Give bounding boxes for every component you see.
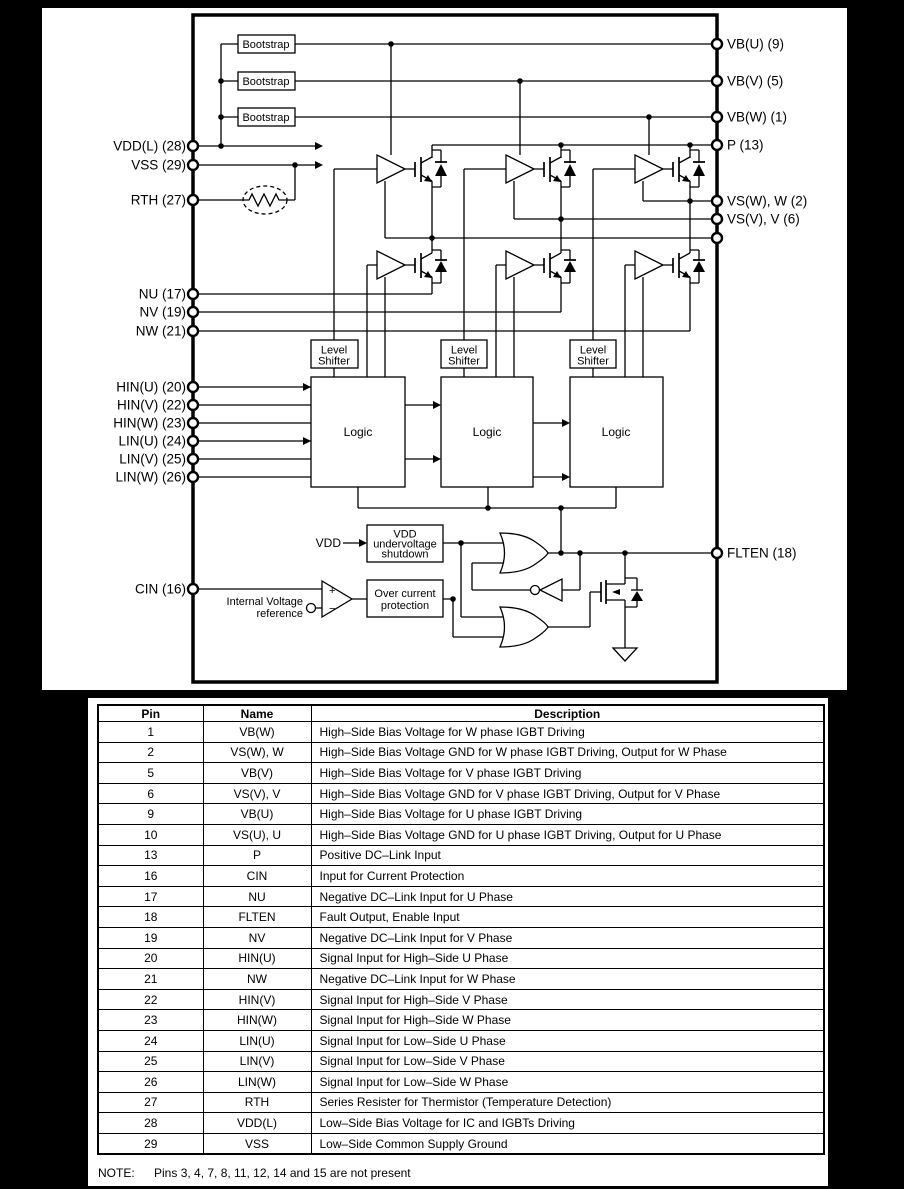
pin-table-body (98, 722, 824, 1155)
cell-pin: 5 (98, 763, 203, 784)
cell-description: Low–Side Bias Voltage for IC and IGBTs Driving (311, 1113, 824, 1134)
table-row (98, 763, 824, 784)
cell-name: CIN (203, 866, 311, 887)
pin-label-nw: NW (21) (135, 323, 186, 339)
pin-table-section (88, 698, 828, 1186)
cell-name: VSS (203, 1133, 311, 1154)
cell-name: VB(V) (203, 763, 311, 784)
cell-pin: 9 (98, 804, 203, 825)
uv-box-line1: VDD (393, 528, 417, 541)
logic-label-3: Logic (601, 425, 631, 439)
cell-description: Signal Input for High–Side W Phase (311, 1010, 824, 1031)
table-row (98, 1010, 824, 1031)
cell-name: RTH (203, 1092, 311, 1113)
table-row (98, 783, 824, 804)
pin-label-linu: LIN(U) (24) (118, 433, 186, 449)
cell-description: Signal Input for Low–Side W Phase (311, 1072, 824, 1093)
int-ref-line1: Internal Voltage (226, 596, 303, 608)
uv-box-line3: shutdown (381, 548, 429, 561)
cell-pin: 2 (98, 742, 203, 763)
uv-box-line2: undervoltage (373, 538, 437, 551)
table-row (98, 1133, 824, 1154)
bootstrap-label-2: Bootstrap (242, 76, 290, 88)
table-row (98, 1113, 824, 1134)
cell-pin: 20 (98, 948, 203, 969)
cell-pin: 19 (98, 927, 203, 948)
level-shifter-1-line2: Shifter (318, 355, 350, 368)
logic-label-2: Logic (472, 425, 502, 439)
pin-label-hinw: HIN(W) (23) (113, 415, 186, 431)
cell-pin: 29 (98, 1133, 203, 1154)
table-row (98, 989, 824, 1010)
cell-pin: 10 (98, 824, 203, 845)
cell-name: VS(W), W (203, 742, 311, 763)
cell-pin: 1 (98, 722, 203, 743)
cell-description: Signal Input for Low–Side V Phase (311, 1051, 824, 1072)
bootstrap-label-3: Bootstrap (242, 112, 290, 124)
note-label: NOTE: (98, 1166, 135, 1180)
note-text: Pins 3, 4, 7, 8, 11, 12, 14 and 15 are not present (154, 1166, 411, 1180)
cell-name: LIN(W) (203, 1072, 311, 1093)
cell-name: VB(W) (203, 722, 311, 743)
cell-pin: 18 (98, 907, 203, 928)
pin-label-vss: VSS (29) (131, 157, 186, 173)
table-row (98, 927, 824, 948)
cell-description: High–Side Bias Voltage for V phase IGBT Driving (311, 763, 824, 784)
table-row (98, 1092, 824, 1113)
cell-description: Signal Input for Low–Side U Phase (311, 1030, 824, 1051)
table-row (98, 845, 824, 866)
pin-label-hinu: HIN(U) (20) (116, 379, 186, 395)
cell-description: Negative DC–Link Input for W Phase (311, 969, 824, 990)
cell-pin: 13 (98, 845, 203, 866)
pin-label-vddl: VDD(L) (28) (113, 138, 186, 154)
level-shifter-1-line1: Level (320, 344, 348, 357)
pin-table (97, 704, 825, 1155)
int-ref-line2: reference (256, 608, 303, 620)
cell-pin: 6 (98, 783, 203, 804)
cell-name: HIN(V) (203, 989, 311, 1010)
cell-pin: 25 (98, 1051, 203, 1072)
cell-description: High–Side Bias Voltage for U phase IGBT Driving (311, 804, 824, 825)
cell-name: VS(V), V (203, 783, 311, 804)
col-header-name: Name (203, 705, 311, 722)
cell-description: Positive DC–Link Input (311, 845, 824, 866)
pin-label-vsv: VS(V), V (6) (727, 211, 800, 227)
table-note (98, 1166, 411, 1180)
pin-label-nu: NU (17) (138, 286, 186, 302)
table-row (98, 824, 824, 845)
cell-description: High–Side Bias Voltage GND for W phase IGBT Driving, Output for W Phase (311, 742, 824, 763)
table-header-row (98, 705, 824, 722)
table-row (98, 1051, 824, 1072)
cell-description: High–Side Bias Voltage GND for V phase IGBT Driving, Output for V Phase (311, 783, 824, 804)
cell-description: Fault Output, Enable Input (311, 907, 824, 928)
table-row (98, 742, 824, 763)
col-header-description: Description (311, 705, 824, 722)
cell-name: NU (203, 886, 311, 907)
oc-box-line2: protection (380, 600, 430, 612)
logic-label-1: Logic (343, 425, 373, 439)
pin-label-linw: LIN(W) (26) (115, 469, 186, 485)
cell-name: FLTEN (203, 907, 311, 928)
cell-pin: 17 (98, 886, 203, 907)
cell-description: High–Side Bias Voltage for W phase IGBT Driving (311, 722, 824, 743)
cell-pin: 22 (98, 989, 203, 1010)
level-shifter-3-line1: Level (579, 344, 607, 357)
oc-box-line1: Over current (374, 588, 436, 600)
cell-description: High–Side Bias Voltage GND for U phase IGBT Driving, Output for U Phase (311, 824, 824, 845)
cell-name: VDD(L) (203, 1113, 311, 1134)
table-row (98, 948, 824, 969)
table-row (98, 722, 824, 743)
vdd-feed-label: VDD (315, 536, 341, 550)
col-header-pin: Pin (98, 705, 203, 722)
cell-description: Signal Input for High–Side U Phase (311, 948, 824, 969)
table-row (98, 907, 824, 928)
cell-pin: 28 (98, 1113, 203, 1134)
comparator-minus: − (329, 603, 336, 615)
pin-label-vbv: VB(V) (5) (727, 73, 784, 89)
level-shifter-2-line1: Level (450, 344, 478, 357)
table-row (98, 866, 824, 887)
level-shifter-3-line2: Shifter (577, 355, 609, 368)
cell-description: Series Resister for Thermistor (Temperature Detection) (311, 1092, 824, 1113)
cell-description: Input for Current Protection (311, 866, 824, 887)
cell-name: VS(U), U (203, 824, 311, 845)
pin-label-vsw: VS(W), W (2) (727, 193, 808, 209)
pin-label-nv: NV (19) (139, 304, 186, 320)
pin-label-flten: FLTEN (18) (727, 545, 797, 561)
table-row (98, 1072, 824, 1093)
comparator-plus: + (329, 585, 336, 597)
cell-pin: 24 (98, 1030, 203, 1051)
cell-pin: 26 (98, 1072, 203, 1093)
pin-label-vbu: VB(U) (9) (727, 36, 784, 52)
inverter-bubble (531, 586, 540, 595)
table-row (98, 804, 824, 825)
cell-pin: 27 (98, 1092, 203, 1113)
pin-label-p: P (13) (727, 137, 764, 153)
cell-description: Negative DC–Link Input for V Phase (311, 927, 824, 948)
cell-name: HIN(W) (203, 1010, 311, 1031)
level-shifter-2-line2: Shifter (448, 355, 480, 368)
table-row (98, 969, 824, 990)
pin-label-vbw: VB(W) (1) (727, 109, 787, 125)
cell-name: VB(U) (203, 804, 311, 825)
cell-name: NW (203, 969, 311, 990)
table-row (98, 1030, 824, 1051)
bootstrap-label-1: Bootstrap (242, 39, 290, 51)
cell-pin: 21 (98, 969, 203, 990)
cell-pin: 23 (98, 1010, 203, 1031)
pin-label-linv: LIN(V) (25) (119, 451, 186, 467)
table-row (98, 886, 824, 907)
pin-label-cin: CIN (16) (134, 581, 186, 597)
cell-pin: 16 (98, 866, 203, 887)
cell-description: Negative DC–Link Input for U Phase (311, 886, 824, 907)
cell-name: LIN(U) (203, 1030, 311, 1051)
cell-description: Low–Side Common Supply Ground (311, 1133, 824, 1154)
pin-label-rth: RTH (27) (130, 192, 186, 208)
ref-input-bubble (307, 604, 316, 613)
cell-name: LIN(V) (203, 1051, 311, 1072)
cell-description: Signal Input for High–Side V Phase (311, 989, 824, 1010)
cell-name: HIN(U) (203, 948, 311, 969)
pin-label-hinv: HIN(V) (22) (116, 397, 186, 413)
cell-name: NV (203, 927, 311, 948)
cell-name: P (203, 845, 311, 866)
